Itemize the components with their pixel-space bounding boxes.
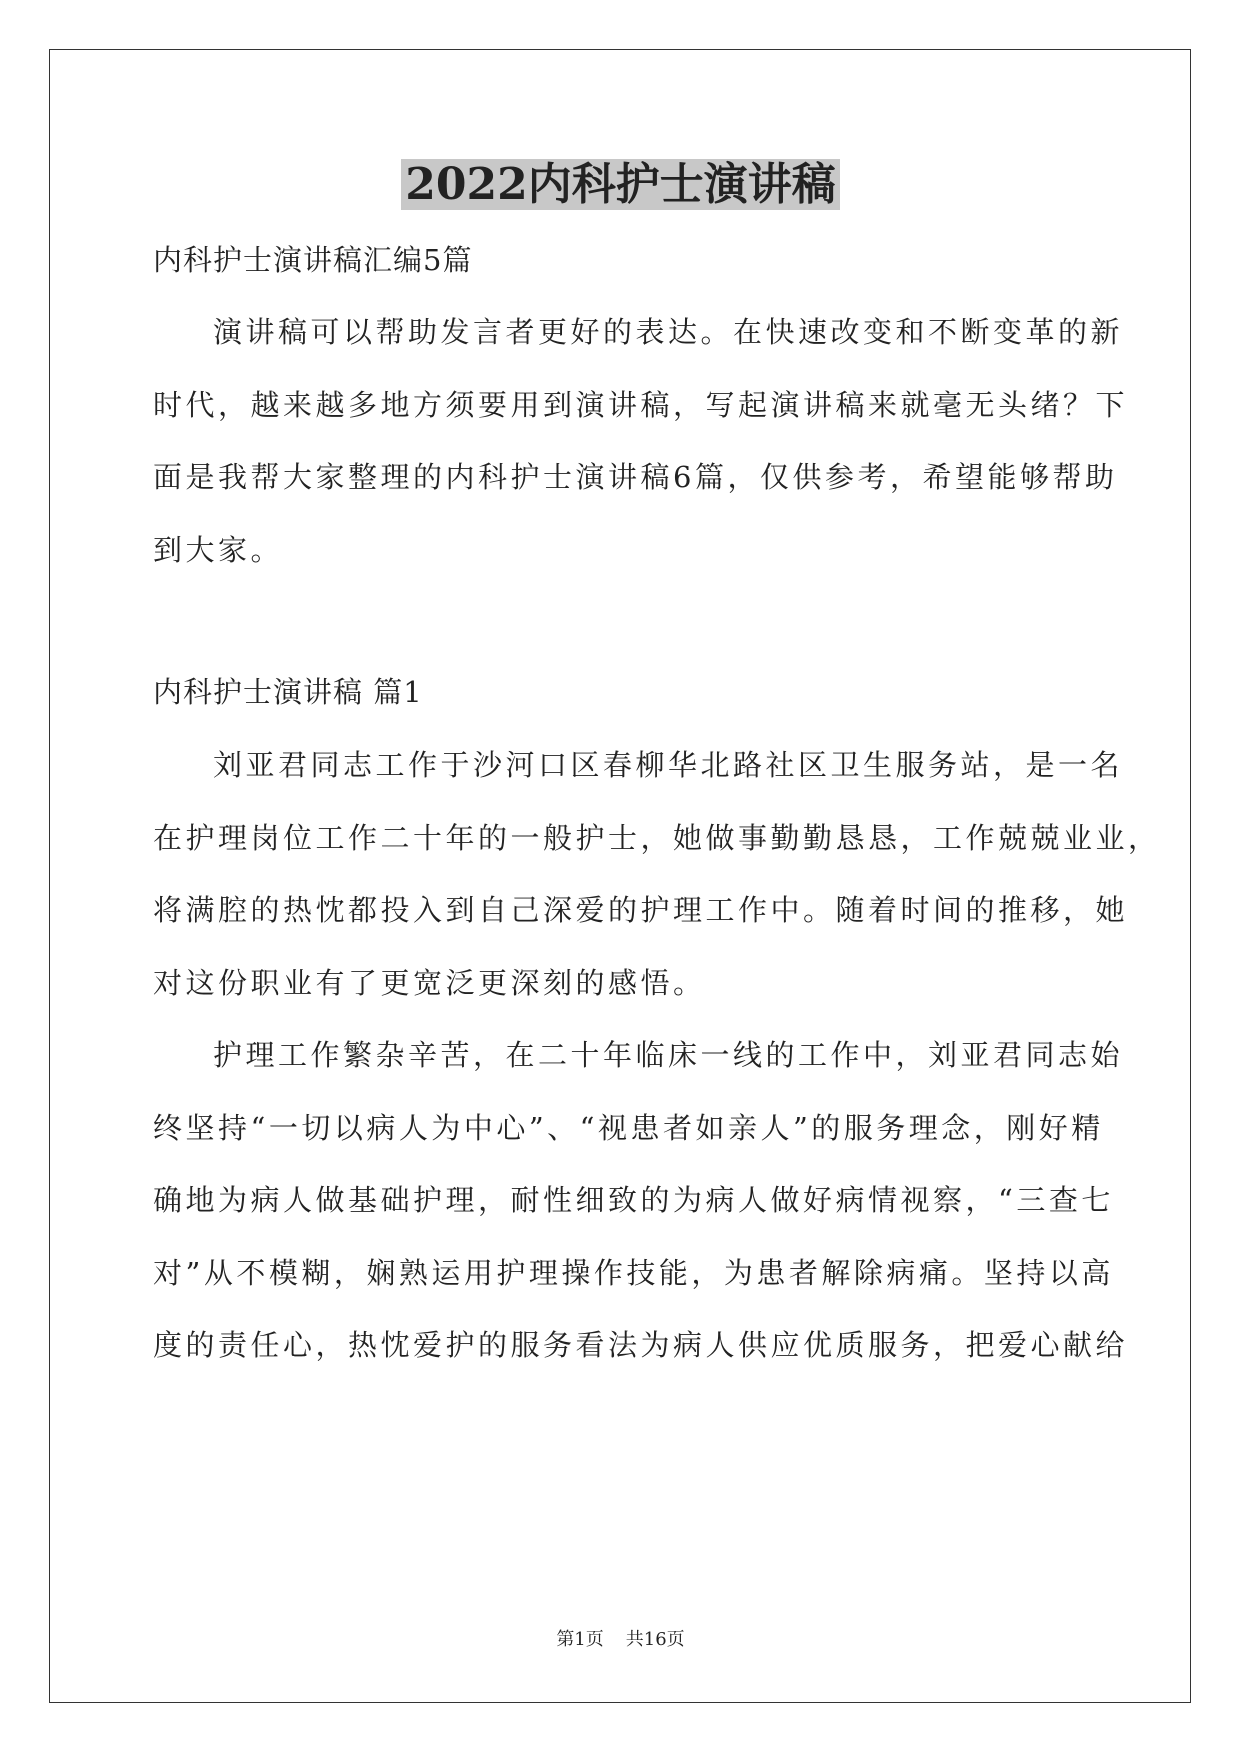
document-title [0,155,1241,215]
para2-line-4: 对”从不模糊，娴熟运用护理操作技能，为患者解除病痛。坚持以高 [153,1256,1114,1290]
page-border [49,49,1191,1703]
document-subtitle: 内科护士演讲稿汇编5篇 [153,243,473,277]
intro-line-1: 演讲稿可以帮助发言者更好的表达。在快速改变和不断变革的新 [213,315,1124,349]
para2-line-1: 护理工作繁杂辛苦，在二十年临床一线的工作中，刘亚君同志始 [213,1038,1124,1072]
intro-line-3: 面是我帮大家整理的内科护士演讲稿6篇，仅供参考，希望能够帮助 [153,460,1118,494]
intro-line-2: 时代，越来越多地方须要用到演讲稿，写起演讲稿来就毫无头绪？下 [153,388,1129,422]
para1-line-4: 对这份职业有了更宽泛更深刻的感悟。 [153,966,706,1000]
document-title-text: 2022内科护士演讲稿 [401,159,839,210]
para1-line-3: 将满腔的热忱都投入到自己深爱的护理工作中。随着时间的推移，她 [153,893,1129,927]
section-heading: 内科护士演讲稿 篇1 [153,675,423,709]
para2-line-2: 终坚持“一切以病人为中心”、“视患者如亲人”的服务理念，刚好精 [153,1111,1104,1145]
para1-line-1: 刘亚君同志工作于沙河口区春柳华北路社区卫生服务站，是一名 [213,748,1124,782]
para2-line-3: 确地为病人做基础护理，耐性细致的为病人做好病情视察，“三查七 [153,1183,1114,1217]
page-total: 共16页 [625,1629,685,1650]
intro-line-4: 到大家。 [153,533,284,567]
para1-line-2: 在护理岗位工作二十年的一般护士，她做事勤勤恳恳，工作兢兢业业， [153,821,1161,855]
para2-line-5: 度的责任心，热忱爱护的服务看法为病人供应优质服务，把爱心献给 [153,1328,1129,1362]
page-number: 第1页 [556,1629,604,1650]
page-footer [0,1627,1241,1653]
